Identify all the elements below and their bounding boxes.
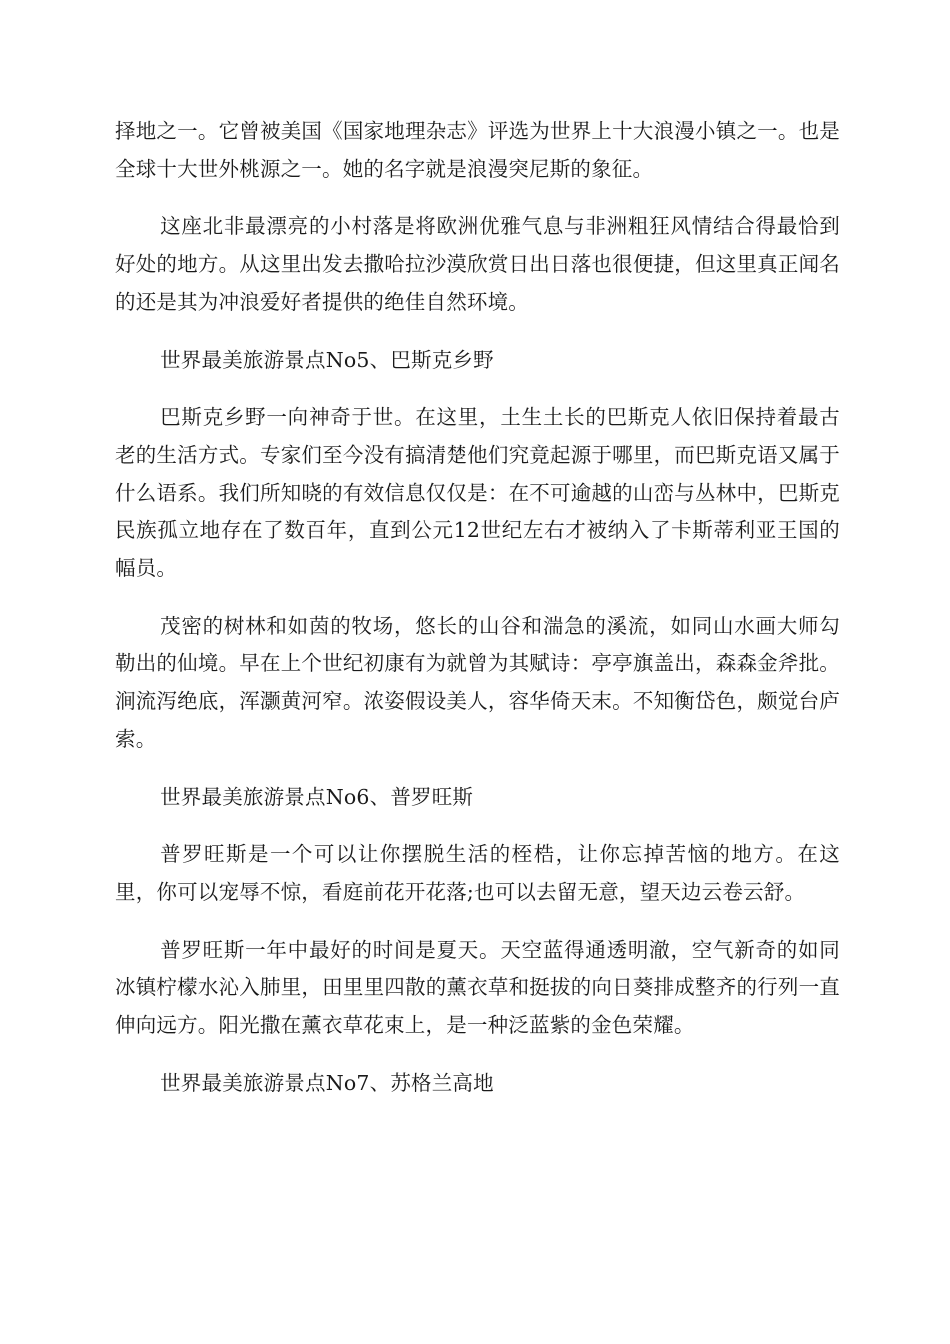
paragraph-continuation: 择地之一。它曾被美国《国家地理杂志》评选为世界上十大浪漫小镇之一。也是全球十大世外桃源之一。她的名字就是浪漫突尼斯的象征。 <box>115 119 840 181</box>
section-heading-no6: 世界最美旅游景点No6、普罗旺斯 <box>160 784 474 809</box>
paragraph: 巴斯克乡野一向神奇于世。在这里，土生土长的巴斯克人依旧保持着最古老的生活方式。专家们至今没有搞清楚他们究竟起源于哪里，而巴斯克语又属于什么语系。我们所知晓的有效信息仅仅是：在不可逾越的山峦与丛林中，巴斯克民族孤立地存在了数百年，直到公元12世纪左右才被纳入了卡斯蒂利亚王国的幅员。 <box>115 405 840 581</box>
document-body <box>115 113 840 1122</box>
paragraph: 茂密的树林和如茵的牧场，悠长的山谷和湍急的溪流，如同山水画大师勾勒出的仙境。早在上个世纪初康有为就曾为其赋诗：亭亭旗盖出，森森金斧批。涧流泻绝底，浑灏黄河窄。浓姿假设美人，容华倚天末。不知衡岱色，颇觉台庐索。 <box>115 613 840 751</box>
section-heading-no7: 世界最美旅游景点No7、苏格兰高地 <box>160 1070 494 1095</box>
paragraph: 这座北非最漂亮的小村落是将欧洲优雅气息与非洲粗狂风情结合得最恰到好处的地方。从这里出发去撒哈拉沙漠欣赏日出日落也很便捷，但这里真正闻名的还是其为冲浪爱好者提供的绝佳自然环境。 <box>115 214 840 314</box>
paragraph: 普罗旺斯一年中最好的时间是夏天。天空蓝得通透明澈，空气新奇的如同冰镇柠檬水沁入肺里，田里里四散的薰衣草和挺拔的向日葵排成整齐的行列一直伸向远方。阳光撒在薰衣草花束上，是一种泛蓝紫的金色荣耀。 <box>115 937 840 1038</box>
paragraph: 普罗旺斯是一个可以让你摆脱生活的桎梏，让你忘掉苦恼的地方。在这里，你可以宠辱不惊，看庭前花开花落;也可以去留无意，望天边云卷云舒。 <box>115 842 840 904</box>
section-heading-no5: 世界最美旅游景点No5、巴斯克乡野 <box>160 347 494 372</box>
